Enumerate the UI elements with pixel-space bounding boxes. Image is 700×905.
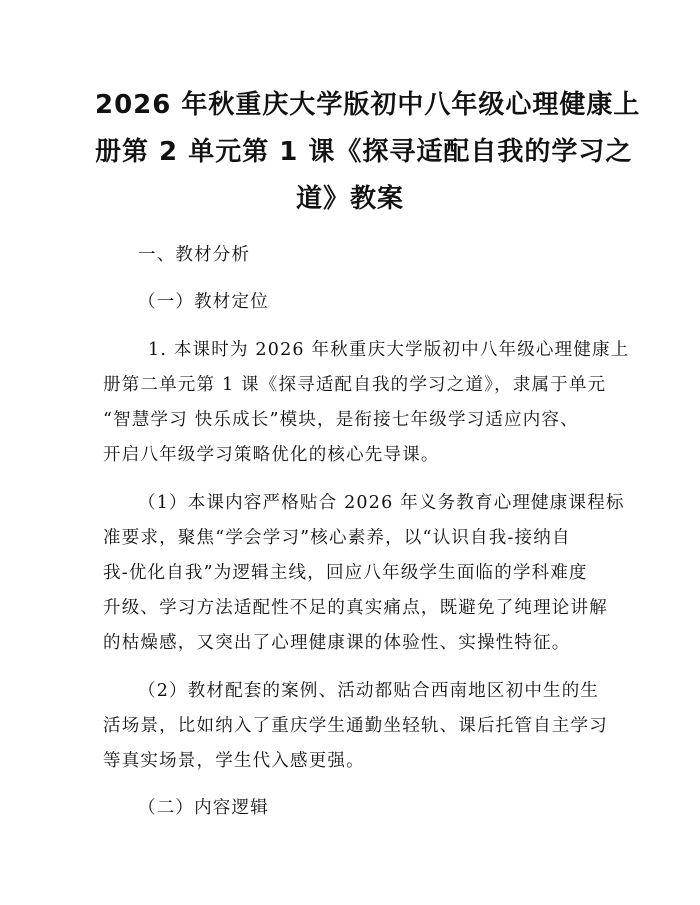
paragraph-line: 开启八年级学习策略优化的核心先导课。 xyxy=(103,445,440,465)
paragraph-line: 准要求，聚焦“学会学习”核心素养，以“认识自我-接纳自 xyxy=(103,528,571,548)
paragraph-line: 升级、学习方法适配性不足的真实痛点，既避免了纯理论讲解 xyxy=(103,598,608,618)
paragraph-line: 等真实场景，学生代入感更强。 xyxy=(103,751,365,771)
paragraph-line: “智慧学习 快乐成长”模块，是衔接七年级学习适应内容、 xyxy=(103,410,579,430)
paragraph-line: （2）教材配套的案例、活动都贴合西南地区初中生的生 xyxy=(138,681,600,701)
title-line: 2026 年秋重庆大学版初中八年级心理健康上 xyxy=(95,90,641,120)
section-heading: 一、教材分析 xyxy=(138,245,251,265)
paragraph-line: 1. 本课时为 2026 年秋重庆大学版初中八年级心理健康上 xyxy=(148,340,630,360)
document-title xyxy=(95,82,641,223)
paragraph-line: 活场景，比如纳入了重庆学生通勤坐轻轨、课后托管自主学习 xyxy=(103,716,608,736)
subsection-heading: （二）内容逻辑 xyxy=(138,798,269,818)
paragraph-line: （1）本课内容严格贴合 2026 年义务教育心理健康课程标 xyxy=(138,493,625,513)
title-line: 道》教案 xyxy=(295,184,404,214)
paragraph-line: 册第二单元第 1 课《探寻适配自我的学习之道》，隶属于单元 xyxy=(103,375,607,395)
title-line: 册第 2 单元第 1 课《探寻适配自我的学习之 xyxy=(95,137,633,167)
paragraph-line: 我-优化自我”为逻辑主线，回应八年级学生面临的学科难度 xyxy=(103,563,588,583)
paragraph-line: 的枯燥感，又突出了心理健康课的体验性、实操性特征。 xyxy=(103,633,571,653)
subsection-heading: （一）教材定位 xyxy=(138,292,269,312)
